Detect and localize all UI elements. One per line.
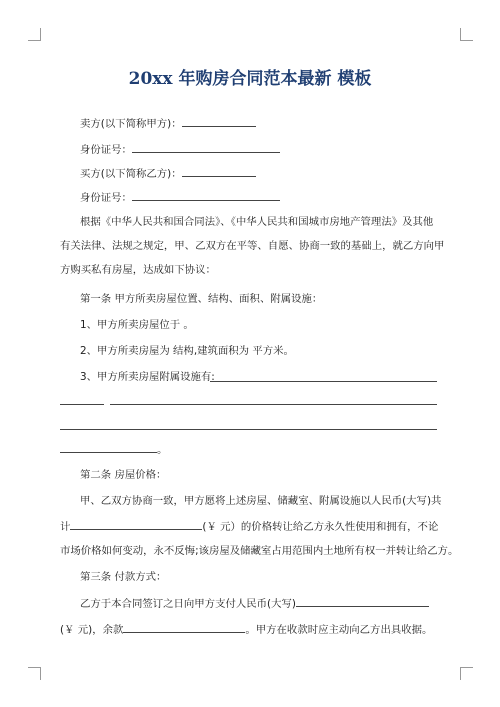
price-line-2 [60,519,438,534]
payment-line-2 [60,622,432,637]
article-3-heading: 第三条 付款方式： [80,571,167,583]
facilities-blank-2a [60,404,104,405]
buyer-label: 买方(以下简称乙方)： [80,168,182,180]
seller-id-blank [132,142,280,153]
article-1-item-3 [80,370,215,384]
article-1-heading: 第一条 甲方所卖房屋位置、结构、面积、附属设施： [80,293,323,305]
buyer-blank [182,166,256,177]
seller-id-line [80,142,280,157]
seller-id-label: 身份证号： [80,144,132,156]
payment-yuan: (￥ 元)，余款 [60,624,124,636]
corner-mark-top-left [28,28,41,41]
seller-label: 卖方(以下简称甲方)： [80,118,182,130]
intro-line-1: 根据《中华人民共和国合同法》、《中华人民共和国城市房地产管理法》及其他 [80,216,434,228]
facilities-end-line [60,442,167,457]
item-3-label: 3、甲方所卖房屋附属设施有: [80,371,215,383]
receipt-text: 。甲方在收款时应主动向乙方出具收据。 [245,624,433,636]
document-title: 20xx 年购房合同范本最新 模板 [128,69,372,89]
article-2-heading: 第二条 房屋价格： [80,469,167,481]
price-amount-blank [70,519,202,530]
seller-blank [182,116,256,127]
period: 。 [157,444,168,456]
facilities-blank-2b [110,404,437,405]
price-prefix: 计 [60,521,71,533]
payment-line-1 [80,596,429,611]
buyer-id-line [80,190,280,205]
facilities-blank-1 [210,381,437,382]
payment-amount-blank [296,596,429,607]
price-line-3: 市场价格如何变动，永不反悔;该房屋及储藏室占用范围内土地所有权一并转让给乙方。 [60,545,459,557]
balance-blank [123,622,245,633]
intro-line-2: 有关法律、法规之规定，甲、乙双方在平等、自愿、协商一致的基础上，就乙方向甲 [60,240,445,252]
facilities-blank-4 [60,442,157,453]
corner-mark-top-right [460,28,473,41]
payment-label: 乙方于本合同签订之日向甲方支付人民币(大写) [80,598,296,610]
facilities-blank-3 [60,429,437,430]
article-1-item-2: 2、甲方所卖房屋为 结构,建筑面积为 平方米。 [80,345,294,357]
buyer-line [80,166,256,181]
price-suffix: (￥ 元）的价格转让给乙方永久性使用和拥有，不论 [202,521,439,533]
intro-line-3: 方购买私有房屋，达成如下协议： [60,264,216,276]
corner-mark-bottom-right [460,667,473,680]
buyer-id-blank [132,190,280,201]
corner-mark-bottom-left [28,667,41,680]
article-1-item-1: 1、甲方所卖房屋位于 。 [80,319,194,331]
buyer-id-label: 身份证号： [80,192,132,204]
seller-line [80,116,256,131]
price-line-1: 甲、乙双方协商一致，甲方愿将上述房屋、储藏室、附属设施以人民币(大写)共 [80,495,442,507]
